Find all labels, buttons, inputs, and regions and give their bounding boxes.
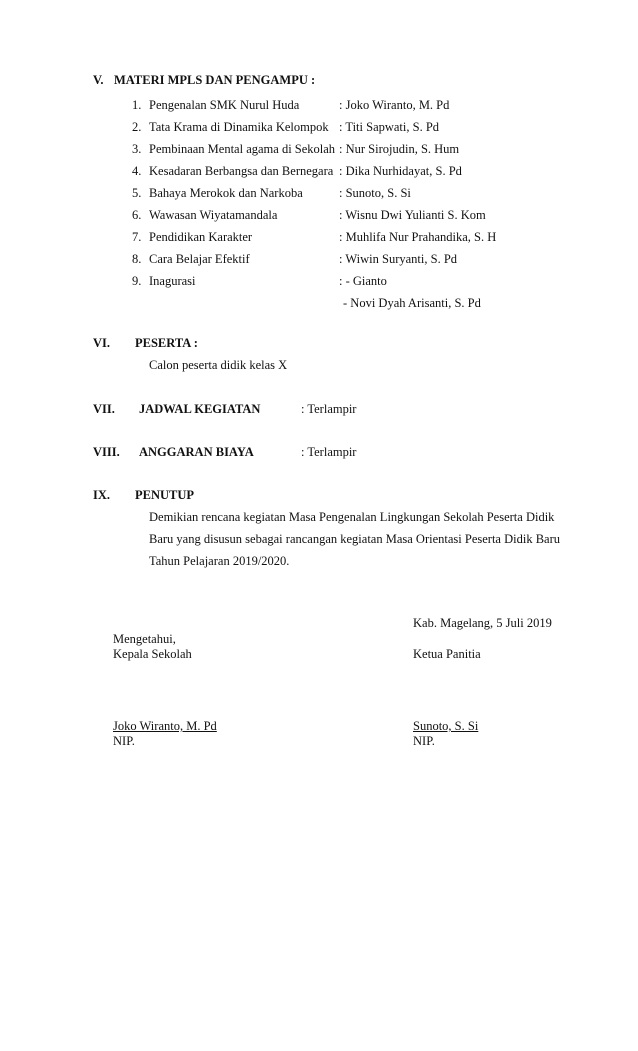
list-item-topic: Cara Belajar Efektif (149, 252, 250, 266)
list-item-number: 4. (132, 164, 142, 178)
section-vi-body: Calon peserta didik kelas X (149, 358, 288, 372)
list-item-number: 1. (132, 98, 142, 112)
section-vi-title: PESERTA : (135, 336, 198, 350)
list-item-topic: Pembinaan Mental agama di Sekolah (149, 142, 336, 156)
section-v-numeral: V. (93, 73, 104, 87)
list-item-speaker: : Sunoto, S. Si (339, 186, 411, 200)
list-item-number: 9. (132, 274, 142, 288)
list-item-topic: Tata Krama di Dinamika Kelompok (149, 120, 329, 134)
list-item-number: 6. (132, 208, 142, 222)
section-viii-numeral: VIII. (93, 445, 120, 459)
list-item-topic: Bahaya Merokok dan Narkoba (149, 186, 303, 200)
section-viii-title: ANGGARAN BIAYA (139, 445, 254, 459)
right-signature-role: Ketua Panitia (413, 647, 481, 661)
list-item-speaker: : Nur Sirojudin, S. Hum (339, 142, 460, 156)
list-item-topic: Wawasan Wiyatamandala (149, 208, 278, 222)
left-signature-nip: NIP. (113, 734, 135, 748)
closing-paragraph-line: Demikian rencana kegiatan Masa Pengenalan Lingkungan Sekolah Peserta Didik (149, 510, 555, 524)
section-ix-title: PENUTUP (135, 488, 195, 502)
section-vi-numeral: VI. (93, 336, 111, 350)
section-v-title: MATERI MPLS DAN PENGAMPU : (114, 73, 316, 87)
list-item-speaker: : Wiwin Suryanti, S. Pd (339, 252, 458, 266)
list-item-number: 3. (132, 142, 142, 156)
list-item-speaker: : Wisnu Dwi Yulianti S. Kom (339, 208, 486, 222)
right-signature-nip: NIP. (413, 734, 435, 748)
list-item-speaker: : Dika Nurhidayat, S. Pd (339, 164, 462, 178)
list-item-speaker: : Joko Wiranto, M. Pd (339, 98, 450, 112)
right-signature-name: Sunoto, S. Si (413, 719, 479, 733)
list-item-number: 5. (132, 186, 142, 200)
section-vii-numeral: VII. (93, 402, 115, 416)
left-signature-heading: Mengetahui, (113, 632, 176, 646)
list-item-topic: Pengenalan SMK Nurul Huda (149, 98, 300, 112)
section-ix-numeral: IX. (93, 488, 111, 502)
section-viii-value: : Terlampir (301, 445, 357, 459)
list-item-topic: Pendidikan Karakter (149, 230, 253, 244)
closing-paragraph-line: Tahun Pelajaran 2019/2020. (149, 554, 290, 568)
list-item-number: 2. (132, 120, 142, 134)
list-item-number: 7. (132, 230, 142, 244)
list-item-number: 8. (132, 252, 142, 266)
list-item-topic: Kesadaran Berbangsa dan Bernegara (149, 164, 334, 178)
place-date: Kab. Magelang, 5 Juli 2019 (413, 616, 552, 630)
closing-paragraph-line: Baru yang disusun sebagai rancangan kegiatan Masa Orientasi Peserta Didik Baru (149, 532, 560, 546)
left-signature-name: Joko Wiranto, M. Pd (113, 719, 217, 733)
list-item-speaker-continued: - Novi Dyah Arisanti, S. Pd (343, 296, 481, 310)
list-item-topic: Inagurasi (149, 274, 196, 288)
list-item-speaker: : - Gianto (339, 274, 387, 288)
left-signature-role: Kepala Sekolah (113, 647, 192, 661)
section-vii-title: JADWAL KEGIATAN (139, 402, 261, 416)
section-vii-value: : Terlampir (301, 402, 357, 416)
list-item-speaker: : Muhlifa Nur Prahandika, S. H (339, 230, 497, 244)
list-item-speaker: : Titi Sapwati, S. Pd (339, 120, 440, 134)
